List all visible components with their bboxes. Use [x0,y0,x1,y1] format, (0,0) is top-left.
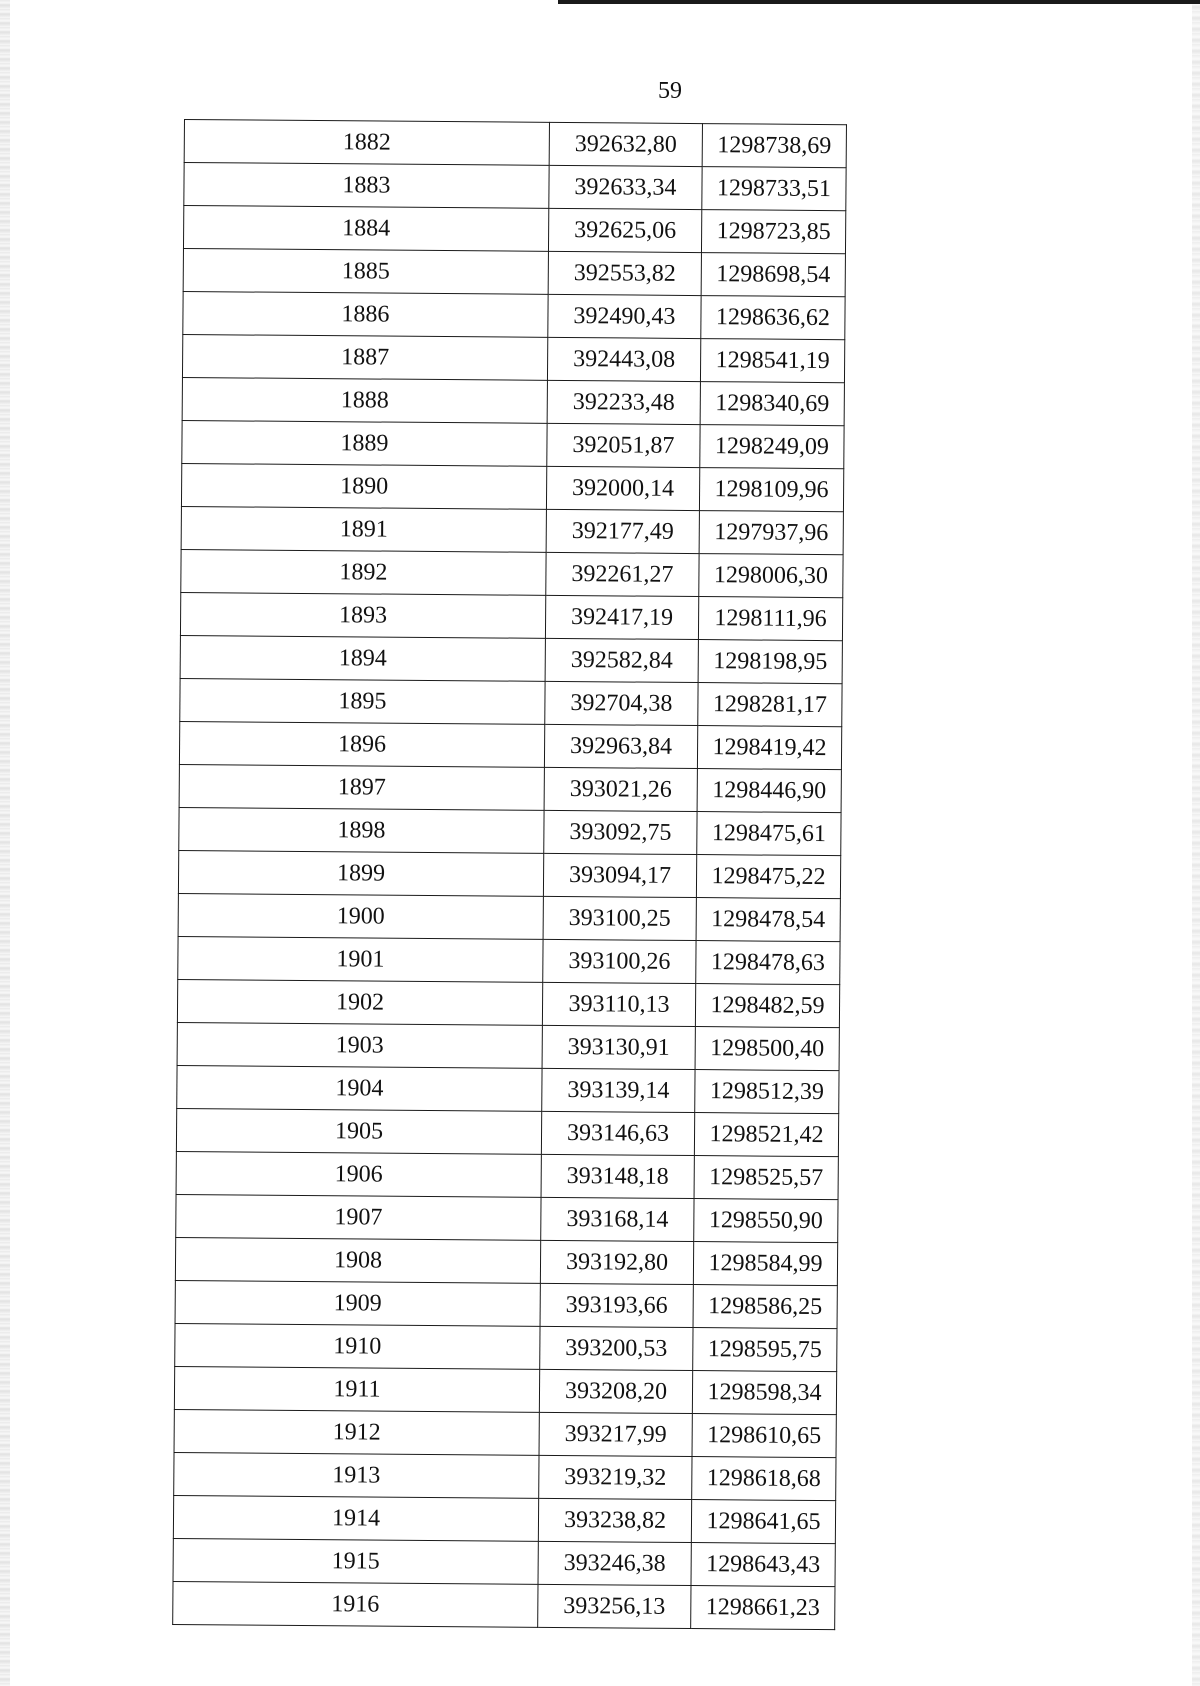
y-coordinate-cell: 1298478,54 [696,898,840,942]
point-number-cell: 1911 [174,1366,539,1412]
x-coordinate-cell: 393094,17 [543,853,696,897]
table-row [178,850,840,898]
x-coordinate-cell: 393146,63 [541,1111,694,1155]
table-row [183,206,845,254]
y-coordinate-cell: 1298586,25 [693,1285,837,1329]
point-number-cell: 1902 [177,979,542,1025]
point-number-cell: 1882 [184,120,549,166]
point-number-cell: 1914 [173,1495,538,1541]
point-number-cell: 1901 [178,936,543,982]
y-coordinate-cell: 1298521,42 [694,1113,838,1157]
x-coordinate-cell: 393208,20 [539,1369,692,1413]
x-coordinate-cell: 393021,26 [544,767,697,811]
table-row [176,1194,838,1242]
x-coordinate-cell: 393168,14 [541,1197,694,1241]
table-row [179,807,841,855]
table-row [178,936,840,984]
x-coordinate-cell: 393192,80 [540,1240,693,1284]
table-row [175,1280,837,1328]
x-coordinate-cell: 392051,87 [547,423,700,467]
table-row [183,248,845,296]
point-number-cell: 1909 [175,1280,540,1326]
table-row [174,1366,836,1414]
table-row [184,163,846,211]
point-number-cell: 1891 [181,506,546,552]
coordinates-table [172,119,847,1630]
table-row [181,463,843,511]
point-number-cell: 1885 [183,248,548,294]
x-coordinate-cell: 392490,43 [548,294,701,338]
x-coordinate-cell: 392417,19 [545,595,698,639]
x-coordinate-cell: 392233,48 [547,380,700,424]
table-row [181,549,843,597]
x-coordinate-cell: 393100,26 [543,939,696,983]
point-number-cell: 1905 [176,1108,541,1154]
y-coordinate-cell: 1298643,43 [691,1543,835,1587]
table-row [182,377,844,425]
point-number-cell: 1897 [179,764,544,810]
y-coordinate-cell: 1298618,68 [692,1457,836,1501]
point-number-cell: 1915 [173,1538,538,1584]
y-coordinate-cell: 1297937,96 [699,511,843,555]
y-coordinate-cell: 1298723,85 [701,210,845,254]
y-coordinate-cell: 1298340,69 [700,382,844,426]
y-coordinate-cell: 1298249,09 [700,425,844,469]
table-row [175,1323,837,1371]
table-row [173,1495,835,1543]
point-number-cell: 1889 [182,420,547,466]
table-row [175,1237,837,1285]
x-coordinate-cell: 393130,91 [542,1025,695,1069]
x-coordinate-cell: 393100,25 [543,896,696,940]
x-coordinate-cell: 393110,13 [542,982,695,1026]
y-coordinate-cell: 1298111,96 [698,597,842,641]
x-coordinate-cell: 393256,13 [538,1584,691,1628]
point-number-cell: 1890 [181,463,546,509]
point-number-cell: 1904 [177,1065,542,1111]
table-row [174,1409,836,1457]
x-coordinate-cell: 393193,66 [540,1283,693,1327]
table-row [180,678,842,726]
y-coordinate-cell: 1298500,40 [695,1027,839,1071]
table-row [179,764,841,812]
table-row [173,1538,835,1586]
y-coordinate-cell: 1298446,90 [697,769,841,813]
y-coordinate-cell: 1298550,90 [694,1199,838,1243]
y-coordinate-cell: 1298598,34 [692,1371,836,1415]
point-number-cell: 1888 [182,377,547,423]
point-number-cell: 1893 [180,592,545,638]
x-coordinate-cell: 392443,08 [547,337,700,381]
y-coordinate-cell: 1298482,59 [695,984,839,1028]
x-coordinate-cell: 392177,49 [546,509,699,553]
y-coordinate-cell: 1298641,65 [691,1500,835,1544]
x-coordinate-cell: 393217,99 [539,1412,692,1456]
table-row [183,291,845,339]
y-coordinate-cell: 1298525,57 [694,1156,838,1200]
table-row [174,1452,836,1500]
y-coordinate-cell: 1298512,39 [695,1070,839,1114]
table-row [177,979,839,1027]
point-number-cell: 1899 [178,850,543,896]
point-number-cell: 1912 [174,1409,539,1455]
point-number-cell: 1887 [182,334,547,380]
point-number-cell: 1906 [176,1151,541,1197]
x-coordinate-cell: 393219,32 [539,1455,692,1499]
y-coordinate-cell: 1298610,65 [692,1414,836,1458]
y-coordinate-cell: 1298584,99 [693,1242,837,1286]
x-coordinate-cell: 393148,18 [541,1154,694,1198]
table-row [184,120,846,168]
point-number-cell: 1907 [176,1194,541,1240]
point-number-cell: 1883 [184,163,549,209]
y-coordinate-cell: 1298281,17 [698,683,842,727]
table-row [178,893,840,941]
scan-edge-left [0,0,10,1686]
page-number: 59 [658,78,682,104]
y-coordinate-cell: 1298478,63 [696,941,840,985]
x-coordinate-cell: 392261,27 [546,552,699,596]
x-coordinate-cell: 392963,84 [544,724,697,768]
point-number-cell: 1894 [180,635,545,681]
table-row [173,1581,835,1629]
x-coordinate-cell: 392704,38 [545,681,698,725]
y-coordinate-cell: 1298636,62 [701,296,845,340]
x-coordinate-cell: 393200,53 [540,1326,693,1370]
x-coordinate-cell: 392632,80 [549,122,702,166]
table-row [177,1065,839,1113]
page-top-rule [558,0,1200,4]
y-coordinate-cell: 1298541,19 [700,339,844,383]
point-number-cell: 1884 [183,206,548,252]
table-row [180,592,842,640]
table-row [179,721,841,769]
point-number-cell: 1916 [173,1581,538,1627]
point-number-cell: 1896 [179,721,544,767]
table-row [180,635,842,683]
x-coordinate-cell: 393238,82 [538,1498,691,1542]
table-row [176,1108,838,1156]
point-number-cell: 1908 [175,1237,540,1283]
x-coordinate-cell: 393139,14 [542,1068,695,1112]
point-number-cell: 1895 [180,678,545,724]
x-coordinate-cell: 392625,06 [548,208,701,252]
x-coordinate-cell: 393092,75 [544,810,697,854]
x-coordinate-cell: 393246,38 [538,1541,691,1585]
table-row [182,420,844,468]
x-coordinate-cell: 392553,82 [548,251,701,295]
y-coordinate-cell: 1298661,23 [691,1586,835,1630]
y-coordinate-cell: 1298738,69 [702,124,846,168]
point-number-cell: 1900 [178,893,543,939]
y-coordinate-cell: 1298198,95 [698,640,842,684]
coordinates-table-body [173,120,847,1630]
y-coordinate-cell: 1298109,96 [699,468,843,512]
point-number-cell: 1892 [181,549,546,595]
table-row [181,506,843,554]
y-coordinate-cell: 1298595,75 [693,1328,837,1372]
point-number-cell: 1910 [175,1323,540,1369]
scan-edge-right [1192,0,1200,1686]
coordinates-table-container [172,119,843,1630]
y-coordinate-cell: 1298698,54 [701,253,845,297]
point-number-cell: 1886 [183,291,548,337]
y-coordinate-cell: 1298733,51 [702,167,846,211]
x-coordinate-cell: 392633,34 [549,165,702,209]
point-number-cell: 1903 [177,1022,542,1068]
point-number-cell: 1898 [179,807,544,853]
y-coordinate-cell: 1298475,22 [696,855,840,899]
y-coordinate-cell: 1298006,30 [699,554,843,598]
point-number-cell: 1913 [174,1452,539,1498]
table-row [182,334,844,382]
x-coordinate-cell: 392582,84 [545,638,698,682]
y-coordinate-cell: 1298475,61 [697,812,841,856]
table-row [177,1022,839,1070]
table-row [176,1151,838,1199]
x-coordinate-cell: 392000,14 [546,466,699,510]
y-coordinate-cell: 1298419,42 [697,726,841,770]
